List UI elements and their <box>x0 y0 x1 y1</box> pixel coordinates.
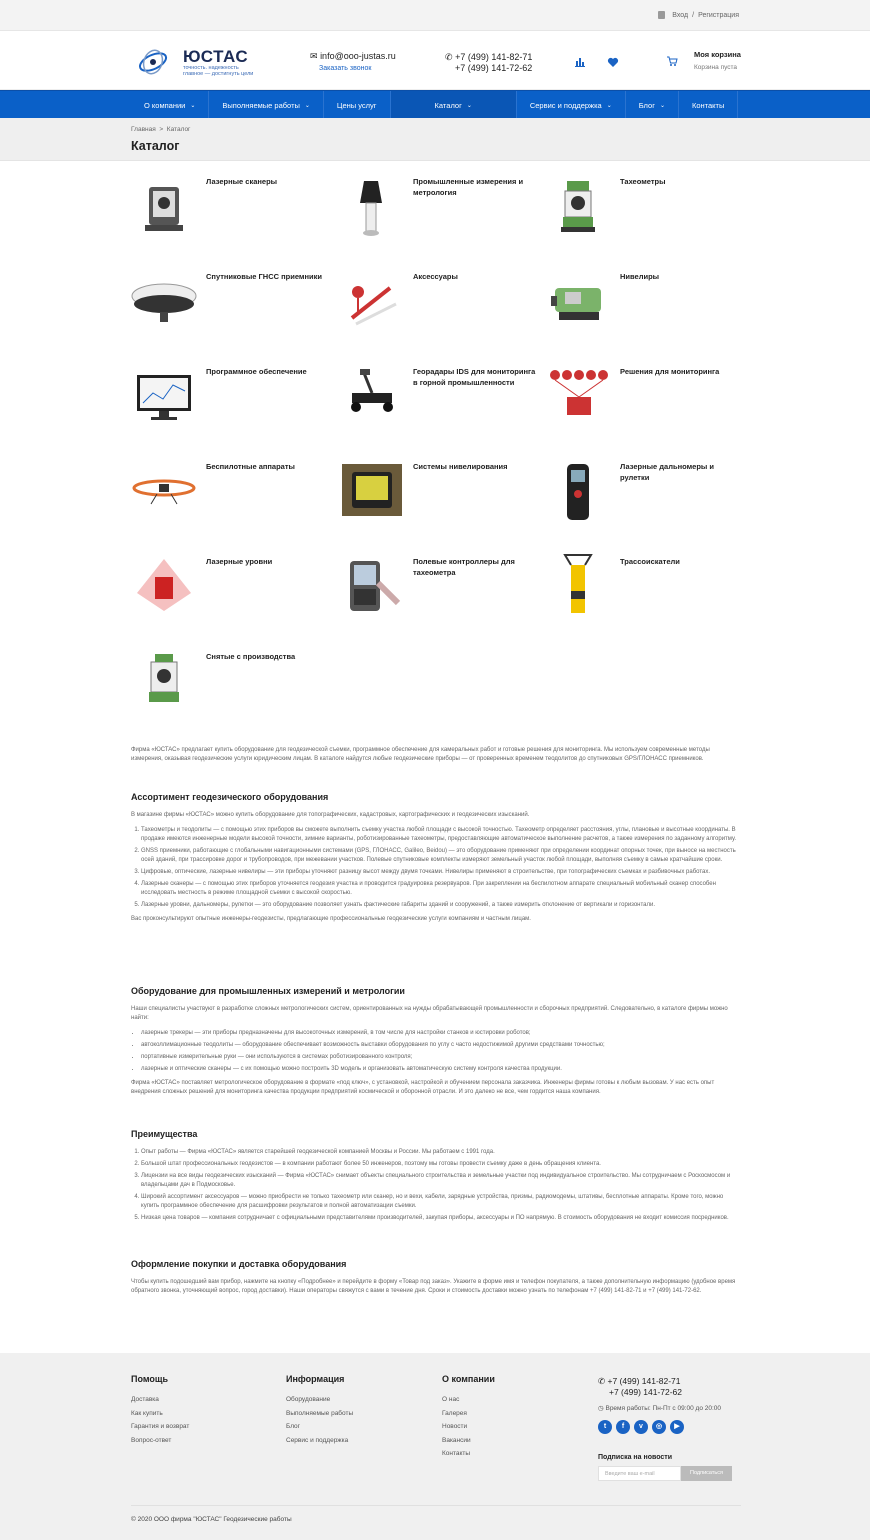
phone-icon: ✆ <box>598 1376 606 1386</box>
category-title[interactable]: Аксессуары <box>413 272 458 281</box>
level-icon[interactable] <box>545 268 611 334</box>
category-card[interactable] <box>131 363 331 443</box>
youtube-icon[interactable]: ▶ <box>670 1420 684 1434</box>
field-controller-icon[interactable] <box>338 553 404 619</box>
menu-item-label: Контакты <box>691 100 725 110</box>
footer-link[interactable]: Блог <box>286 1423 301 1431</box>
list-item: 3. Цифровые, оптические, лазерные нивелиры — эти приборы уточняют разницу высот между двумя точками. Нивелиры применяют в строительстве, при топографических съемках и разбивочных работах. <box>141 868 740 877</box>
clock-icon: ◷ <box>598 1405 604 1412</box>
category-title[interactable]: Тахеометры <box>620 177 666 186</box>
site-footer <box>0 1353 870 1540</box>
breadcrumb-home[interactable]: Главная <box>131 126 156 133</box>
cart-icon <box>666 55 678 67</box>
category-card[interactable] <box>338 268 538 348</box>
category-title[interactable]: Трассоискатели <box>620 557 680 566</box>
category-card[interactable] <box>545 458 745 538</box>
section-metrology <box>131 987 740 1097</box>
menu-item-label: О компании <box>144 100 186 110</box>
chevron-down-icon: ⌄ <box>606 102 612 109</box>
georadar-icon[interactable] <box>338 363 404 429</box>
favorites-heart-icon[interactable] <box>607 56 619 68</box>
cart-title: Моя корзина <box>694 50 741 59</box>
auth-links <box>658 11 739 19</box>
rangefinder-icon[interactable] <box>545 458 611 524</box>
category-title[interactable]: Полевые контроллеры для тахеометра <box>413 557 515 577</box>
compare-icon[interactable] <box>574 56 586 68</box>
footer-link[interactable]: Выполняемые работы <box>286 1409 354 1417</box>
category-card[interactable] <box>338 458 538 538</box>
logo-name: ЮСТАС <box>183 46 249 66</box>
advantages-list <box>131 1148 740 1223</box>
section-advantages <box>131 1130 740 1226</box>
footer-heading: Информация <box>286 1374 345 1384</box>
software-monitor-icon[interactable] <box>131 363 197 429</box>
phone-1[interactable]: +7 (499) 141-82-71 <box>455 52 533 62</box>
list-item: • лазерные и оптические сканеры — с их помощью можно построить 3D модель и организовать автоматическую систему контроля качества продукции. <box>141 1065 740 1074</box>
phone-icon: ✆ <box>445 52 453 62</box>
category-card[interactable] <box>131 268 331 348</box>
chevron-down-icon: ⌄ <box>304 102 310 109</box>
section-assortment <box>131 793 740 924</box>
footer-contacts <box>598 1376 721 1414</box>
category-title[interactable]: Георадары IDS для мониторинга в горной промышленности <box>413 367 536 387</box>
menu-item-label: Выполняемые работы <box>222 100 300 110</box>
section-title: Оформление покупки и доставка оборудования <box>131 1259 347 1269</box>
gnss-receiver-icon[interactable] <box>131 268 197 334</box>
breadcrumb-current: Каталог <box>166 126 191 133</box>
section-title: Ассортимент геодезического оборудования <box>131 792 329 802</box>
callback-link[interactable]: Заказать звонок <box>319 65 372 72</box>
laser-scanner-icon[interactable] <box>131 173 197 239</box>
list-item: 2. Большой штат профессиональных геодезистов — в компании работают более 50 инженеров, поэтому мы готовы провести съемку даже в день обращения клиента. <box>141 1160 740 1169</box>
category-card[interactable] <box>338 173 538 253</box>
footer-phone-2[interactable]: +7 (499) 141-72-62 <box>609 1387 683 1397</box>
category-card[interactable] <box>545 268 745 348</box>
menu-item[interactable] <box>517 91 626 119</box>
cart-widget[interactable] <box>666 49 741 74</box>
logo-tagline-2: главное — достигнуть цели <box>183 70 254 77</box>
twitter-icon[interactable]: t <box>598 1420 612 1434</box>
site-header <box>0 31 870 90</box>
footer-link[interactable]: Оборудование <box>286 1396 331 1403</box>
work-hours: Время работы: Пн-Пт с 09:00 до 20:00 <box>605 1405 722 1412</box>
footer-heading: Помощь <box>131 1374 169 1384</box>
footer-link[interactable]: Вопрос-ответ <box>131 1436 172 1444</box>
footer-link[interactable]: Сервис и поддержка <box>286 1436 349 1444</box>
footer-help <box>131 1374 189 1447</box>
section-title: Оборудование для промышленных измерений и метрологии <box>131 986 405 996</box>
page-title: Каталог <box>131 139 180 153</box>
menu-item[interactable] <box>131 91 209 119</box>
category-card[interactable] <box>338 363 538 443</box>
list-item: 4. Лазерные сканеры — с помощью этих приборов уточняется геодезия участка и проводится градуировка резервуаров. При закреплении на беспилотном аппарате специальный мобильный сканер способен исследовать местность в режиме площадной съемки с высокой скоростью. <box>141 880 740 898</box>
laser-level-icon[interactable] <box>131 553 197 619</box>
menu-item-label: Каталог <box>434 100 462 110</box>
footer-link[interactable]: Вакансии <box>442 1436 471 1444</box>
header-email-block <box>310 51 396 72</box>
menu-item-label: Сервис и поддержка <box>529 100 602 110</box>
subscribe-email-input[interactable]: Введите ваш e-mail <box>598 1466 681 1481</box>
list-item: 4. Широкий ассортимент аксессуаров — можно приобрести не только тахеометр или сканер, но и вехи, кабели, зарядные устройства, призмы, радиомодемы, штативы, бесплотные аппараты. Кроме того, можно купить программное обеспечение для расшифровки результатов и полной автоматизации съемки. <box>141 1193 740 1211</box>
footer-info <box>286 1374 353 1447</box>
category-card[interactable] <box>545 173 745 253</box>
section-outro: Фирма «ЮСТАС» поставляет метрологическое оборудование в формате «под ключ», с установкой, настройкой и обучением персонала заказчика. Инженеры фирмы готовы к любым вызовам. У нас есть опыт внедрения сложных решений для мониторинга качества продукции предприятий космической и оборонной отрасли. И это далеко не все, чем гордится наша компания. <box>131 1080 715 1095</box>
lock-icon <box>658 11 665 19</box>
section-lead: Наши специалисты участвуют в разработке сложных метрологических систем, ориентированных на нужды обрабатывающей промышленности и сборочных предприятий. Следовательно, в каталоге фирмы можно найти: <box>131 1006 728 1021</box>
list-item: 1. Тахеометры и теодолиты — с помощью этих приборов вы сможете выполнить съемку участка любой площади с высокой точностью. Тахеометр определяет расстояния, углы, плановые и высотные координаты. В продаже имеются инженерные модели высокой точности, зимние варианты, роботизированные тахеометры, предоставляющие автоматическое выполнение расчетов, а также измерения по заданному алгоритму. <box>141 826 740 844</box>
category-title[interactable]: Системы нивелирования <box>413 462 508 471</box>
section-lead: В магазине фирмы «ЮСТАС» можно купить оборудование для топографических, кадастровых, картографических и геодезических изысканий. <box>131 812 530 818</box>
category-card[interactable] <box>338 553 538 633</box>
footer-link[interactable]: Гарантия и возврат <box>131 1423 190 1431</box>
footer-link[interactable]: Контакты <box>442 1450 471 1458</box>
breadcrumb-area <box>0 118 870 161</box>
section-outro: Вас проконсультируют опытные инженеры-геодезисты, предлагающие профессиональные геодезические услуги компаниям и частным лицам. <box>131 916 531 922</box>
cart-status: Корзина пуста <box>694 64 738 71</box>
auth-separator: / <box>692 11 695 19</box>
top-bar <box>0 0 870 31</box>
list-item: • портативные измерительные руки — они используются в системах роботизированного контроля; <box>141 1053 740 1062</box>
menu-item-label: Цены услуг <box>336 100 377 110</box>
footer-link[interactable]: Галерея <box>442 1409 467 1417</box>
drone-icon[interactable] <box>131 458 197 524</box>
section-delivery <box>131 1260 740 1296</box>
accessories-icon[interactable] <box>338 268 404 334</box>
logo[interactable] <box>137 47 253 77</box>
breadcrumb <box>131 126 190 133</box>
mail-icon: ✉ <box>310 51 318 61</box>
assortment-list <box>131 826 740 910</box>
category-title[interactable]: Лазерные уровни <box>206 557 273 566</box>
login-link[interactable]: Вход <box>672 11 689 19</box>
list-item: 5. Низкая цена товаров — компания сотрудничает с официальными представителями производителей, закупая приборы, аксессуары и ПО напрямую. В стоимость оборудования не входит комиссия посредников. <box>141 1214 740 1223</box>
chevron-down-icon: ⌄ <box>466 102 472 109</box>
category-card[interactable] <box>131 648 331 728</box>
category-card[interactable] <box>131 458 331 538</box>
intro-text: Фирма «ЮСТАС» предлагает купить оборудование для геодезической съемки, программное обеспечение для камеральных работ и готовые решения для мониторинга. Мы используем современные методы измерения, оказывая геодезические услуги юридическим лицам. В каталоге найдутся любые геодезические приборы — от проверенных временем теодолитов до спутниковых GPS/ГЛОНАСС приемников. <box>131 747 710 762</box>
list-item: 3. Лицензии на все виды геодезических изысканий — Фирма «ЮСТАС» снимает объекты специального строительства и земельные участки под индивидуальное строительство. Мы сотрудничаем с Роскосмосом и владельцами дач в Подмосковье. <box>141 1172 740 1190</box>
discontinued-icon[interactable] <box>131 648 197 714</box>
category-title[interactable]: Снятые с производства <box>206 652 296 661</box>
leveling-system-icon[interactable] <box>338 458 404 524</box>
category-title[interactable]: Решения для мониторинга <box>620 367 720 376</box>
category-title[interactable]: Спутниковые ГНСС приемники <box>206 272 322 281</box>
menu-item[interactable] <box>391 91 517 119</box>
category-card[interactable] <box>131 553 331 633</box>
category-card[interactable] <box>131 173 331 253</box>
list-item: • лазерные трекеры — эти приборы предназначены для высокоточных измерений, в том числе для настройки станков и юстировки роботов; <box>141 1029 740 1038</box>
copyright: © 2020 ООО фирма "ЮСТАС" Геодезические работы <box>131 1516 292 1523</box>
vk-icon[interactable]: v <box>634 1420 648 1434</box>
footer-link[interactable]: О нас <box>442 1396 460 1403</box>
subscribe-title: Подписка на новости <box>598 1454 673 1461</box>
list-item: 1. Опыт работы — Фирма «ЮСТАС» является старейшей геодезической компанией Москвы и России. Мы работаем с 1991 года. <box>141 1148 740 1157</box>
footer-link[interactable]: Новости <box>442 1423 468 1431</box>
cable-locator-icon[interactable] <box>545 553 611 619</box>
laser-tracker-icon[interactable] <box>338 173 404 239</box>
main-menu <box>0 90 870 118</box>
main-content <box>0 161 870 1353</box>
menu-item[interactable] <box>626 91 679 119</box>
email-link[interactable]: info@ooo-justas.ru <box>320 51 396 61</box>
breadcrumb-separator: > <box>159 126 164 133</box>
category-title[interactable]: Нивелиры <box>620 272 660 281</box>
menu-item-label: Блог <box>638 100 655 110</box>
list-item: 5. Лазерные уровни, дальномеры, рулетки — это оборудование позволяет узнать фактические габариты зданий и сооружений, а также измерить отклонение от вертикали и горизонтали. <box>141 901 740 910</box>
category-title[interactable]: Промышленные измерения и метрология <box>413 177 524 197</box>
register-link[interactable]: Регистрация <box>698 11 739 19</box>
category-title[interactable]: Беспилотные аппараты <box>206 462 295 471</box>
footer-phone-1[interactable]: +7 (499) 141-82-71 <box>607 1376 681 1386</box>
category-card[interactable] <box>545 363 745 443</box>
footer-divider <box>131 1505 741 1506</box>
monitoring-icon[interactable] <box>545 363 611 429</box>
menu-item[interactable] <box>209 91 324 119</box>
header-phones <box>445 52 532 74</box>
logo-tagline: точность. надежность <box>183 64 239 71</box>
social-links <box>598 1420 684 1434</box>
phone-2[interactable]: +7 (499) 141-72-62 <box>455 63 533 73</box>
category-title[interactable]: Лазерные сканеры <box>206 177 278 186</box>
logo-icon <box>137 47 169 77</box>
category-title[interactable]: Программное обеспечение <box>206 367 307 376</box>
footer-link[interactable]: Доставка <box>131 1396 159 1403</box>
category-card[interactable] <box>545 553 745 633</box>
total-station-icon[interactable] <box>545 173 611 239</box>
menu-item[interactable] <box>679 91 738 119</box>
list-item: • автоколлимационные теодолиты — оборудование обеспечивает возможность выставки оборудования по углу с часто недостижимой другими средствами точностью; <box>141 1041 740 1050</box>
footer-link[interactable]: Как купить <box>131 1409 163 1417</box>
instagram-icon[interactable]: ◎ <box>652 1420 666 1434</box>
footer-company <box>442 1374 495 1461</box>
list-item: 2. GNSS приемники, работающие с глобальными навигационными системами (GPS, ГЛОНАСС, Galileo, Beidou) — это оборудование применяют при определении координат опорных точек, при выносе на местность осей зданий, при трассировке дорог и трубопроводов, при межевании участков. Полевые спутниковые комплекты измеряют земельный участок любой площади, выполняя съемку в самые кратчайшие сроки. <box>141 847 740 865</box>
metrology-list <box>131 1029 740 1074</box>
category-title[interactable]: Лазерные дальномеры и рулетки <box>620 462 715 482</box>
section-title: Преимущества <box>131 1129 198 1139</box>
menu-item[interactable] <box>324 91 391 119</box>
section-text: Чтобы купить подошедший вам прибор, нажмите на кнопку «Подробнее» и перейдите в форму «Товар под заказ». Укажите в форме имя и телефон покупателя, а также дополнительную информацию (удобное время обратного звонка, уточняющий вопрос, город доставки). Наши операторы свяжутся с вами в течение дня. Сроки и стоимость доставки можно узнать по телефонам +7 (499) 141-82-71 и +7 (499) 141-72-62. <box>131 1279 736 1294</box>
chevron-down-icon: ⌄ <box>190 102 196 109</box>
footer-heading: О компании <box>442 1374 495 1384</box>
chevron-down-icon: ⌄ <box>659 102 665 109</box>
subscribe-button[interactable]: Подписаться <box>681 1466 732 1481</box>
facebook-icon[interactable]: f <box>616 1420 630 1434</box>
